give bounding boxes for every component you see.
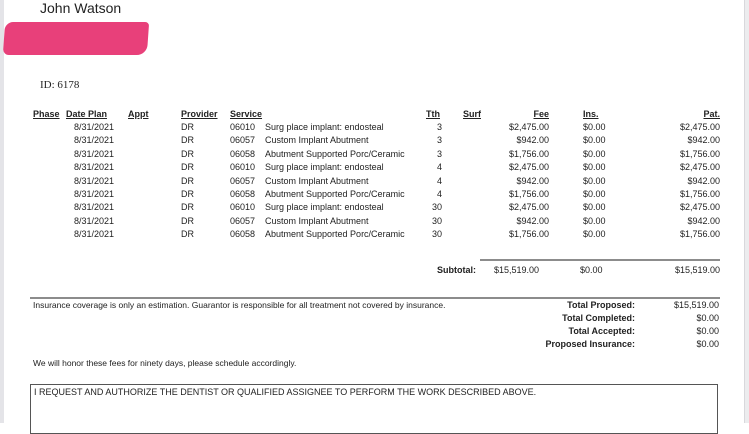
cell-provider: DR [181, 202, 194, 213]
patient-id: ID: 6178 [40, 79, 80, 91]
cell-pat: $942.00 [687, 215, 720, 226]
cell-fee: $942.00 [516, 135, 549, 146]
cell-service-code: 06010 [230, 162, 256, 173]
cell-pat: $2,475.00 [679, 122, 720, 132]
proposed-insurance-label: Proposed Insurance: [545, 339, 635, 349]
col-header-provider: Provider [181, 109, 218, 119]
cell-date-plan: 8/31/2021 [73, 135, 114, 146]
cell-service-code: 06057 [230, 175, 256, 186]
window-edge-left [0, 0, 4, 423]
cell-tth: 30 [431, 229, 442, 240]
cell-pat: $1,756.00 [679, 148, 720, 159]
cell-service-desc: Custom Implant Abutment [265, 135, 369, 146]
cell-service-code: 06010 [230, 122, 256, 132]
cell-pat: $2,475.00 [679, 202, 720, 213]
cell-fee: $942.00 [516, 175, 549, 186]
cell-ins: $0.00 [583, 135, 606, 146]
col-header-fee: Fee [533, 109, 549, 119]
cell-tth: 4 [436, 189, 442, 199]
cell-provider: DR [181, 229, 194, 240]
cell-date-plan: 8/31/2021 [73, 189, 114, 199]
cell-tth: 3 [436, 148, 442, 159]
cell-service-desc: Custom Implant Abutment [265, 175, 369, 186]
col-header-pat: Pat. [703, 109, 720, 119]
cell-pat: $942.00 [687, 135, 720, 146]
total-completed-value: $0.00 [696, 313, 719, 323]
total-accepted-label: Total Accepted: [568, 326, 635, 336]
redaction-mark [3, 22, 149, 55]
total-proposed-value: $15,519.00 [673, 300, 719, 310]
cell-date-plan: 8/31/2021 [73, 215, 114, 226]
cell-pat: $1,756.00 [679, 189, 720, 199]
total-completed-label: Total Completed: [562, 313, 635, 323]
cell-ins: $0.00 [583, 122, 606, 132]
cell-provider: DR [181, 175, 194, 186]
cell-pat: $2,475.00 [679, 162, 720, 173]
cell-pat: $1,756.00 [679, 229, 720, 240]
cell-tth: 30 [431, 202, 442, 213]
cell-fee: $2,475.00 [508, 162, 549, 173]
col-header-service: Service [230, 109, 263, 119]
cell-service-code: 06058 [230, 148, 256, 159]
cell-date-plan: 8/31/2021 [73, 148, 114, 159]
cell-date-plan: 8/31/2021 [73, 229, 114, 240]
total-proposed-label: Total Proposed: [567, 300, 635, 310]
cell-provider: DR [181, 189, 194, 199]
cell-service-code: 06058 [230, 189, 256, 199]
cell-service-desc: Surg place implant: endosteal [265, 122, 384, 132]
cell-fee: $1,756.00 [508, 148, 549, 159]
cell-tth: 3 [436, 122, 442, 132]
subtotal-pat: $15,519.00 [674, 265, 720, 275]
cell-fee: $1,756.00 [508, 189, 549, 199]
cell-tth: 4 [436, 175, 442, 186]
cell-tth: 4 [436, 162, 442, 173]
cell-date-plan: 8/31/2021 [73, 122, 114, 132]
cell-provider: DR [181, 162, 194, 173]
cell-ins: $0.00 [583, 189, 606, 199]
authorization-box [30, 384, 718, 434]
cell-service-desc: Surg place implant: endosteal [265, 202, 384, 213]
col-header-appt: Appt [128, 109, 149, 119]
cell-tth: 3 [436, 135, 442, 146]
insurance-disclaimer: Insurance coverage is only an estimation. Guarantor is responsible for all treatment not covered by insurance. [33, 300, 446, 310]
cell-date-plan: 8/31/2021 [73, 202, 114, 213]
subtotal-ins: $0.00 [580, 265, 603, 275]
cell-provider: DR [181, 135, 194, 146]
cell-fee: $1,756.00 [508, 229, 549, 240]
cell-provider: DR [181, 122, 194, 132]
cell-ins: $0.00 [583, 229, 606, 240]
cell-service-desc: Abutment Supported Porc/Ceramic [265, 189, 405, 199]
cell-service-code: 06057 [230, 215, 256, 226]
honor-fees-note: We will honor these fees for ninety days, please schedule accordingly. [33, 358, 297, 368]
cell-fee: $2,475.00 [508, 202, 549, 213]
cell-ins: $0.00 [583, 175, 606, 186]
proposed-insurance-value: $0.00 [696, 339, 719, 349]
cell-ins: $0.00 [583, 162, 606, 173]
cell-pat: $942.00 [687, 175, 720, 186]
total-accepted-value: $0.00 [696, 326, 719, 336]
cell-service-code: 06057 [230, 135, 256, 146]
cell-date-plan: 8/31/2021 [73, 162, 114, 173]
totals-rule [30, 297, 720, 299]
subtotal-rule [480, 259, 720, 261]
cell-fee: $942.00 [516, 215, 549, 226]
col-header-tth: Tth [426, 109, 440, 119]
cell-service-desc: Abutment Supported Porc/Ceramic [265, 148, 405, 159]
cell-ins: $0.00 [583, 215, 606, 226]
cell-service-desc: Custom Implant Abutment [265, 215, 369, 226]
cell-service-desc: Abutment Supported Porc/Ceramic [265, 229, 405, 240]
cell-ins: $0.00 [583, 202, 606, 213]
cell-tth: 30 [431, 215, 442, 226]
cell-service-desc: Surg place implant: endosteal [265, 162, 384, 173]
patient-name: John Watson [40, 0, 122, 16]
subtotal-fee: $15,519.00 [494, 265, 540, 275]
cell-provider: DR [181, 215, 194, 226]
cell-ins: $0.00 [583, 148, 606, 159]
scrollbar-track[interactable] [744, 0, 749, 423]
col-header-phase: Phase [33, 109, 60, 119]
subtotal-label: Subtotal: [437, 265, 476, 275]
col-header-surf: Surf [463, 109, 481, 119]
cell-provider: DR [181, 148, 194, 159]
cell-fee: $2,475.00 [508, 122, 549, 132]
cell-date-plan: 8/31/2021 [73, 175, 114, 186]
col-header-date-plan: Date Plan [66, 109, 108, 119]
authorization-text: I REQUEST AND AUTHORIZE THE DENTIST OR QUALIFIED ASSIGNEE TO PERFORM THE WORK DESCRIBED ABOVE. [34, 387, 537, 397]
col-header-ins: Ins. [583, 109, 599, 119]
cell-service-code: 06058 [230, 229, 256, 240]
cell-service-code: 06010 [230, 202, 256, 213]
